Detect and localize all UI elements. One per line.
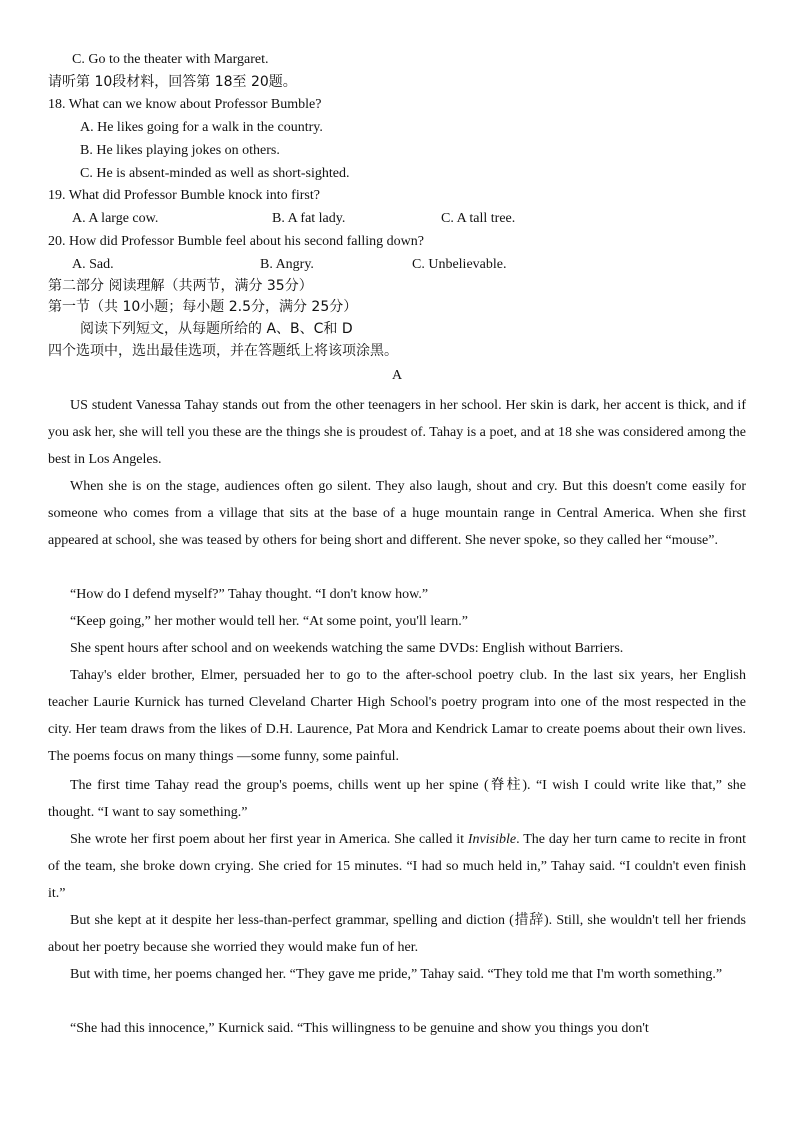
passage-label: A	[391, 368, 403, 383]
question-20-option-a: A. Sad.	[72, 257, 114, 272]
poem-title-invisible: Invisible	[467, 832, 517, 847]
passage-paragraph-4: “Keep going,” her mother would tell her. “At some point, you'll learn.”	[70, 614, 468, 629]
question-18-option-a: A. He likes going for a walk in the country.	[80, 120, 323, 135]
question-18-stem: 18. What can we know about Professor Bumble?	[48, 97, 322, 112]
passage-paragraph-1: US student Vanessa Tahay stands out from the other teenagers in her school. Her skin is dark, her accent is thick, and if you ask her, she will tell you these are the things she is proudest of. Tahay is a poet, and at 18 she was considered among the best in Los Angeles.	[48, 398, 746, 467]
question-19-option-a: A. A large cow.	[72, 211, 159, 226]
listening-instruction: 请听第 10段材料，回答第 18至 20题。	[48, 74, 297, 90]
question-19-option-b: B. A fat lady.	[272, 211, 346, 226]
prev-question-option-c: C. Go to the theater with Margaret.	[72, 52, 269, 67]
paragraph-8-text-after: . The day her turn came to recite in front of the team, she broke down crying. She cried for 15 minutes. “I had so much held in,” Tahay said. “I couldn't even finish it.”	[48, 832, 746, 901]
passage-paragraph-2: When she is on the stage, audiences often go silent. They also laugh, shout and cry. But this doesn't come easily for someone who comes from a village that sits at the base of a huge mountain range in Central America. When she first appeared at school, she was teased by others for being short and different. She never spoke, so they called her “mouse”.	[48, 479, 746, 548]
section1-title: 第一节（共 10小题；每小题 2.5分，满分 25分）	[48, 299, 358, 315]
directions-line-1: 阅读下列短文，从每题所给的 A、B、C和 D	[80, 321, 353, 337]
passage-paragraph-6: Tahay's elder brother, Elmer, persuaded her to go to the after-school poetry club. In the last six years, her English teacher Laurie Kurnick has turned Cleveland Charter High School's poetry program into one of the most respected in the city. Her team draws from the likes of D.H. Laurence, Pat Mora and Kendrick Lamar to create poems about their own lives. The poems focus on many things —some funny, some painful.	[48, 668, 746, 764]
part2-title: 第二部分 阅读理解（共两节，满分 35分）	[48, 278, 313, 294]
question-19-option-c: C. A tall tree.	[441, 211, 516, 226]
question-20-stem: 20. How did Professor Bumble feel about his second falling down?	[48, 234, 424, 249]
passage-paragraph-11: “She had this innocence,” Kurnick said. “This willingness to be genuine and show you things you don't	[70, 1021, 649, 1036]
paragraph-8-text-before: She wrote her first poem about her first year in America. She called it	[70, 832, 468, 847]
passage-paragraph-8	[48, 826, 746, 907]
passage-paragraph-9: But she kept at it despite her less-than-perfect grammar, spelling and diction (措辞). Still, she wouldn't tell her friends about her poetry because she worried they would make fun of her.	[48, 913, 746, 955]
directions-line-2: 四个选项中，选出最佳选项，并在答题纸上将该项涂黑。	[48, 343, 398, 359]
passage-paragraph-5: She spent hours after school and on weekends watching the same DVDs: English without Barriers.	[70, 641, 624, 656]
passage-paragraph-7: The first time Tahay read the group's poems, chills went up her spine (脊柱). “I wish I could write like that,” she thought. “I want to say something.”	[48, 778, 746, 820]
passage-paragraph-3: “How do I defend myself?” Tahay thought. “I don't know how.”	[70, 587, 429, 602]
question-20-option-c: C. Unbelievable.	[412, 257, 507, 272]
passage-paragraph-10: But with time, her poems changed her. “They gave me pride,” Tahay said. “They told me that I'm worth something.”	[70, 967, 723, 982]
question-18-option-b: B. He likes playing jokes on others.	[80, 143, 280, 158]
question-20-option-b: B. Angry.	[260, 257, 314, 272]
question-19-stem: 19. What did Professor Bumble knock into first?	[48, 188, 320, 203]
question-18-option-c: C. He is absent-minded as well as short-sighted.	[80, 166, 350, 181]
